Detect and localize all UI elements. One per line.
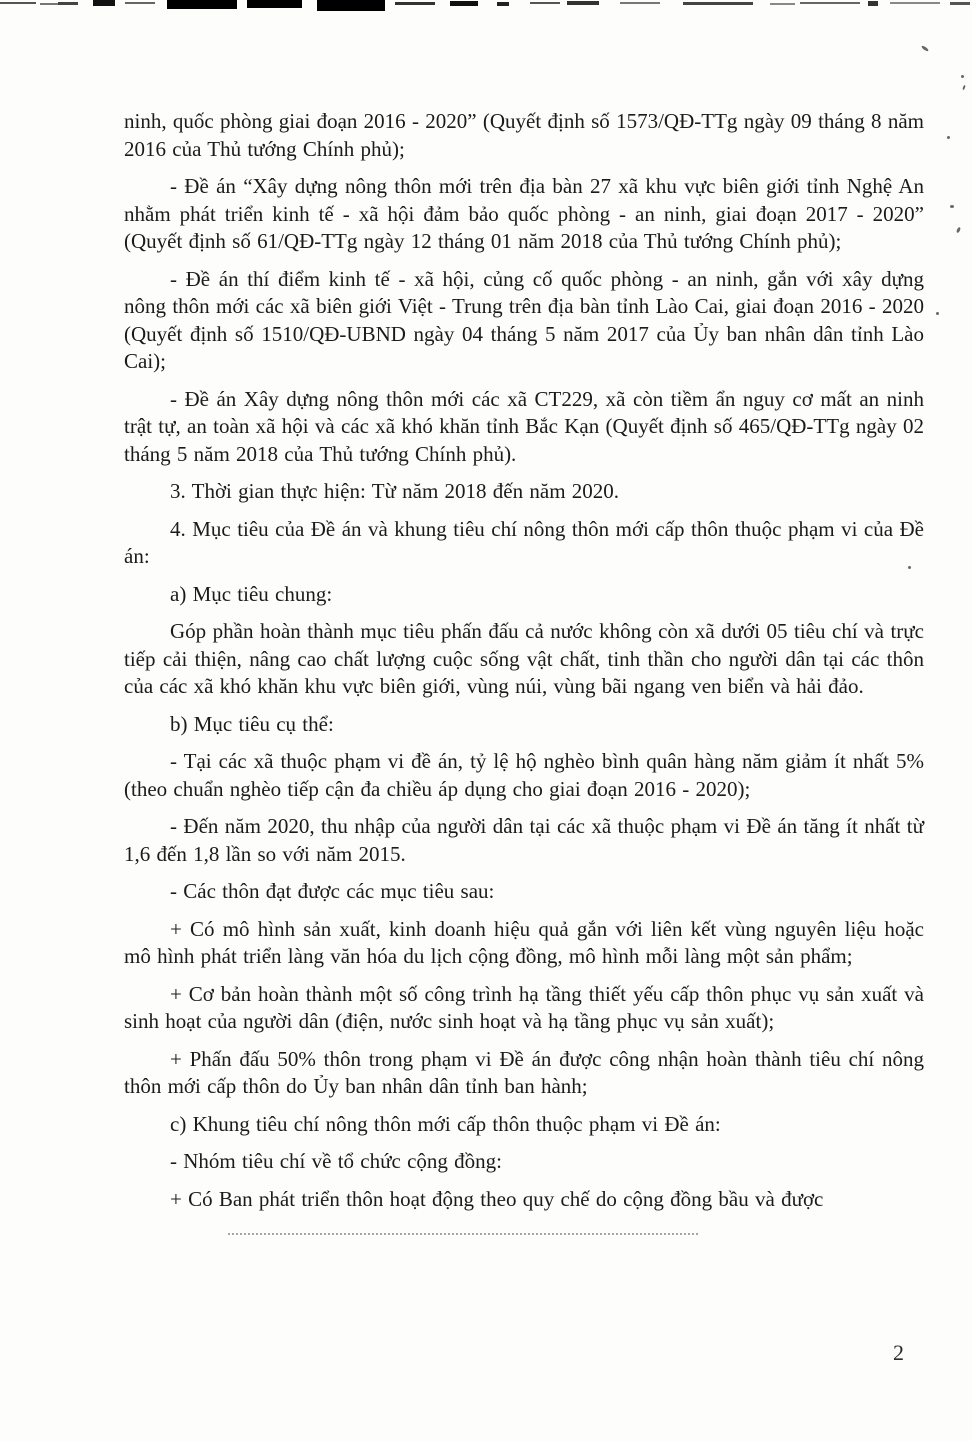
paragraph-muc-tieu-cu-the-heading: b) Mục tiêu cụ thể: <box>170 711 334 736</box>
scan-speck <box>947 136 950 139</box>
paragraph-ty-le-ho-ngheo: - Tại các xã thuộc phạm vi đề án, tỷ lệ hộ nghèo bình quân hàng năm giảm ít nhất 5% (theo chuẩn nghèo tiếp cận đa chiều áp dụng cho giai đoạn 2016 - 2020); <box>124 749 924 801</box>
paragraph-de-an-bac-kan: - Đề án Xây dựng nông thôn mới các xã CT229, xã còn tiềm ẩn nguy cơ mất an ninh trật tự, an toàn xã hội và các xã khó khăn tỉnh Bắc Kạn (Quyết định số 465/QĐ-TTg ngày 02 tháng 5 năm 2018 của Thủ tướng Chính phủ). <box>124 386 924 466</box>
paragraph-muc-tieu-chung-heading: a) Mục tiêu chung: <box>170 581 333 606</box>
scan-speck <box>962 85 966 90</box>
scan-speck <box>936 312 939 315</box>
paragraph-cac-thon-muc-tieu: - Các thôn đạt được các mục tiêu sau: <box>170 879 495 903</box>
scan-dotted-line-artifact <box>228 1233 698 1235</box>
paragraph-de-an-nghe-an: - Đề án “Xây dựng nông thôn mới trên địa bàn 27 xã khu vực biên giới tỉnh Nghệ An nhằm phát triển kinh tế - xã hội đảm bảo quốc phòng - an ninh, giai đoạn 2017 - 2020” (Quyết định số 61/QĐ-TTg ngày 12 tháng 01 năm 2018 của Thủ tướng Chính phủ); <box>124 174 924 253</box>
paragraph-ha-tang: + Cơ bản hoàn thành một số công trình hạ tầng thiết yếu cấp thôn phục vụ sản xuất và sinh hoạt của người dân (điện, nước sinh hoạt và hạ tầng phục vụ sản xuất); <box>124 981 924 1033</box>
scan-artifact-top-edge <box>0 0 972 14</box>
paragraph-mo-hinh-san-xuat: + Có mô hình sản xuất, kinh doanh hiệu quả gắn với liên kết vùng nguyên liệu hoặc mô hình phát triển làng văn hóa du lịch cộng đồng, mô hình mỗi làng một sản phẩm; <box>124 916 924 968</box>
document-text-block <box>124 108 924 1223</box>
paragraph-thoi-gian: 3. Thời gian thực hiện: Từ năm 2018 đến năm 2020. <box>170 479 620 503</box>
paragraph-ban-phat-trien: + Có Ban phát triển thôn hoạt động theo quy chế do cộng đồng bầu và được <box>170 1186 824 1211</box>
paragraph-thu-nhap: - Đến năm 2020, thu nhập của người dân tại các xã thuộc phạm vi Đề án tăng ít nhất từ 1,6 đến 1,8 lần so với năm 2015. <box>124 814 924 866</box>
paragraph-muc-tieu-chung: Góp phần hoàn thành mục tiêu phấn đấu cả nước không còn xã dưới 05 tiêu chí và trực tiếp cải thiện, nâng cao chất lượng cuộc sống vật chất, tinh thần cho người dân tại các thôn của các xã khó khăn khu vực biên giới, vùng núi, vùng bãi ngang ven biển và hải đảo. <box>124 619 924 698</box>
page-number: 2 <box>893 1340 904 1365</box>
paragraph-muc-tieu-heading: 4. Mục tiêu của Đề án và khung tiêu chí nông thôn mới cấp thôn thuộc phạm vi của Đề án: <box>124 516 924 568</box>
scan-speck <box>921 45 929 52</box>
paragraph-phan-dau-50: + Phấn đấu 50% thôn trong phạm vi Đề án được công nhận hoàn thành tiêu chí nông thôn mới cấp thôn do Ủy ban nhân dân tỉnh ban hành; <box>124 1046 924 1098</box>
scan-speck <box>961 75 964 78</box>
paragraph-khung-tieu-chi: c) Khung tiêu chí nông thôn mới cấp thôn thuộc phạm vi Đề án: <box>170 1111 721 1136</box>
scan-speck <box>950 205 954 208</box>
paragraph-de-an-lao-cai: - Đề án thí điểm kinh tế - xã hội, củng cố quốc phòng - an ninh, gắn với xây dựng nông thôn mới các xã biên giới Việt - Trung trên địa bàn tỉnh Lào Cai, giai đoạn 2016 - 2020 (Quyết định số 1510/QĐ-UBND ngày 04 tháng 5 năm 2017 của Ủy ban nhân dân tỉnh Lào Cai); <box>124 266 924 373</box>
paragraph-continuation: ninh, quốc phòng giai đoạn 2016 - 2020” (Quyết định số 1573/QĐ-TTg ngày 09 tháng 8 năm 2016 của Thủ tướng Chính phủ); <box>124 109 924 161</box>
scan-speck <box>956 227 961 234</box>
paragraph-nhom-tieu-chi: - Nhóm tiêu chí về tổ chức cộng đồng: <box>170 1149 502 1173</box>
